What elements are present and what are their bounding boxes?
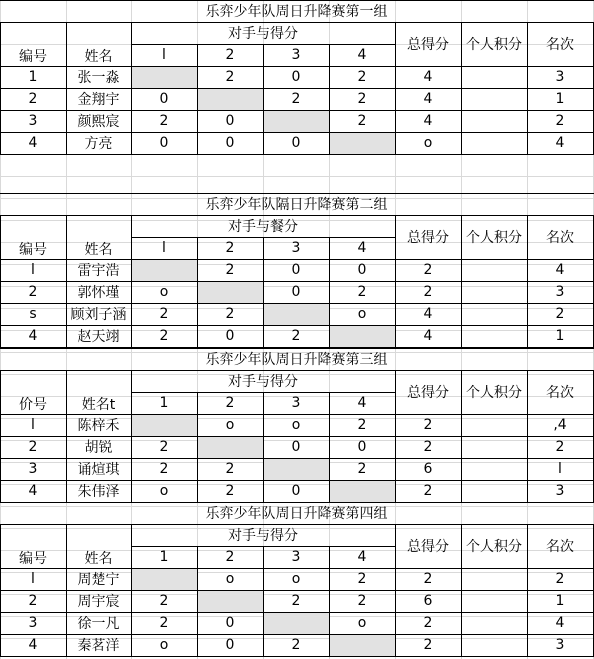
- rank: 1: [555, 91, 565, 107]
- score-cell: 2: [291, 91, 301, 107]
- score-cell: 2: [225, 461, 235, 477]
- player-name: 方亮: [84, 136, 113, 152]
- opponent-number: 4: [357, 47, 367, 63]
- player-name: 郭怀瑾: [77, 285, 120, 301]
- personal-points: [461, 414, 527, 436]
- rank: 4: [555, 262, 565, 278]
- personal-points: [461, 458, 527, 480]
- personal-points: [461, 88, 527, 110]
- player-id: 4: [28, 328, 38, 344]
- player-name: 雷宇浩: [77, 263, 120, 279]
- total-score: 4: [423, 113, 433, 129]
- personal-points: [461, 303, 527, 325]
- self-match-cell: [131, 414, 197, 436]
- col-total-header: 总得分: [407, 385, 449, 401]
- self-match-cell: [263, 303, 329, 325]
- rank: 2: [555, 571, 565, 587]
- player-name: 赵天翊: [77, 329, 120, 345]
- rank: 2: [555, 439, 565, 455]
- self-match-cell: [197, 590, 263, 612]
- player-id: 4: [28, 135, 38, 151]
- total-score: 4: [423, 69, 433, 85]
- total-score: 6: [423, 461, 433, 477]
- col-id-header: 编号: [19, 49, 47, 65]
- col-rank-header: 名次: [546, 539, 574, 555]
- score-cell: o: [159, 637, 169, 653]
- score-cell: 2: [357, 593, 367, 609]
- personal-points: [461, 590, 527, 612]
- player-name: 周宇宸: [77, 594, 120, 610]
- score-cell: 2: [291, 593, 301, 609]
- player-name: 诵煊琪: [77, 462, 120, 478]
- col-id-header: 编号: [19, 551, 47, 567]
- score-cell: 2: [225, 306, 235, 322]
- total-score: 6: [423, 593, 433, 609]
- total-score: o: [423, 135, 433, 151]
- score-cell: 0: [291, 483, 301, 499]
- self-match-cell: [329, 132, 395, 154]
- player-name: 颜熙宸: [77, 114, 120, 130]
- total-score: 4: [423, 328, 433, 344]
- col-id-header: 编号: [19, 242, 47, 258]
- player-name: 张一淼: [77, 70, 120, 86]
- rank: 3: [555, 637, 565, 653]
- player-id: 2: [28, 439, 38, 455]
- col-opponents-header: 对手与得分: [228, 528, 298, 544]
- total-score: 2: [423, 439, 433, 455]
- player-id: 4: [28, 637, 38, 653]
- self-match-cell: [197, 281, 263, 303]
- col-name-header: 姓名: [84, 242, 113, 258]
- player-name: 秦茗洋: [77, 638, 120, 654]
- rank: 4: [555, 135, 565, 151]
- player-id: l: [31, 417, 35, 433]
- score-cell: o: [159, 284, 169, 300]
- score-cell: o: [357, 615, 367, 631]
- col-personal-header: 个人积分: [466, 230, 522, 246]
- score-cell: 2: [225, 262, 235, 278]
- personal-points: [461, 436, 527, 458]
- col-rank-header: 名次: [546, 385, 574, 401]
- self-match-cell: [263, 110, 329, 132]
- col-personal-header: 个人积分: [466, 539, 522, 555]
- self-match-cell: [329, 634, 395, 656]
- player-name: 徐一凡: [77, 616, 120, 632]
- rank: 4: [555, 615, 565, 631]
- rank: l: [558, 461, 562, 477]
- col-name-header: 姓名t: [81, 397, 116, 413]
- score-cell: o: [225, 571, 235, 587]
- col-opponents-header: 对手与餐分: [228, 219, 298, 235]
- opponent-number: l: [162, 240, 166, 256]
- player-id: 3: [28, 113, 38, 129]
- player-id: l: [31, 262, 35, 278]
- player-id: 4: [28, 483, 38, 499]
- self-match-cell: [263, 458, 329, 480]
- score-cell: 0: [159, 91, 169, 107]
- rank: ,4: [553, 417, 567, 433]
- col-rank-header: 名次: [546, 230, 574, 246]
- score-cell: 0: [291, 135, 301, 151]
- personal-points: [461, 259, 527, 281]
- opponent-number: 3: [291, 549, 301, 565]
- player-id: s: [29, 306, 37, 322]
- group-title: 乐弈少年队周日升降赛第三组: [205, 352, 388, 368]
- personal-points: [461, 132, 527, 154]
- score-cell: 0: [225, 615, 235, 631]
- col-opponents-header: 对手与得分: [228, 374, 298, 390]
- score-cell: 0: [357, 439, 367, 455]
- personal-points: [461, 480, 527, 502]
- score-cell: o: [291, 417, 301, 433]
- self-match-cell: [197, 436, 263, 458]
- score-cell: o: [225, 417, 235, 433]
- self-match-cell: [131, 259, 197, 281]
- score-cell: 0: [291, 439, 301, 455]
- total-score: 2: [423, 262, 433, 278]
- score-cell: 2: [159, 439, 169, 455]
- col-rank-header: 名次: [546, 37, 574, 53]
- group-title: 乐弈少年队周日升降赛第一组: [205, 4, 388, 20]
- score-cell: 2: [159, 113, 169, 129]
- player-id: 2: [28, 593, 38, 609]
- player-id: 3: [28, 461, 38, 477]
- rank: 1: [555, 593, 565, 609]
- self-match-cell: [263, 612, 329, 634]
- col-id-header: 价号: [19, 397, 47, 413]
- score-cell: 2: [357, 113, 367, 129]
- score-cell: 2: [291, 328, 301, 344]
- score-cell: 2: [357, 571, 367, 587]
- personal-points: [461, 66, 527, 88]
- score-cell: 0: [291, 69, 301, 85]
- opponent-number: 3: [291, 395, 301, 411]
- rank: 1: [555, 328, 565, 344]
- col-total-header: 总得分: [407, 230, 449, 246]
- rank: 3: [555, 69, 565, 85]
- col-opponents-header: 对手与得分: [228, 26, 298, 42]
- score-cell: 0: [225, 113, 235, 129]
- score-cell: 2: [357, 461, 367, 477]
- player-name: 朱伟泽: [77, 484, 120, 500]
- player-id: l: [31, 571, 35, 587]
- personal-points: [461, 612, 527, 634]
- personal-points: [461, 110, 527, 132]
- self-match-cell: [197, 88, 263, 110]
- total-score: 2: [423, 284, 433, 300]
- total-score: 2: [423, 417, 433, 433]
- self-match-cell: [131, 66, 197, 88]
- player-name: 周楚宁: [77, 572, 120, 588]
- group-title: 乐弈少年队周日升降赛第四组: [205, 506, 388, 522]
- score-cell: o: [159, 483, 169, 499]
- score-cell: 0: [225, 637, 235, 653]
- player-id: 2: [28, 284, 38, 300]
- score-cell: 2: [225, 483, 235, 499]
- score-cell: 0: [159, 135, 169, 151]
- opponent-number: 4: [357, 395, 367, 411]
- score-cell: 2: [159, 306, 169, 322]
- player-id: 2: [28, 91, 38, 107]
- score-cell: 0: [357, 262, 367, 278]
- total-score: 2: [423, 615, 433, 631]
- score-cell: 0: [225, 135, 235, 151]
- rank: 3: [555, 284, 565, 300]
- player-id: 1: [28, 69, 38, 85]
- rank: 3: [555, 483, 565, 499]
- personal-points: [461, 634, 527, 656]
- player-id: 3: [28, 615, 38, 631]
- score-cell: 2: [357, 284, 367, 300]
- score-cell: 2: [291, 637, 301, 653]
- score-cell: o: [357, 306, 367, 322]
- opponent-number: 2: [225, 549, 235, 565]
- total-score: 2: [423, 571, 433, 587]
- opponent-number: 1: [159, 549, 169, 565]
- opponent-number: 2: [225, 395, 235, 411]
- opponent-number: 3: [291, 47, 301, 63]
- player-name: 金翔宇: [77, 92, 120, 108]
- score-cell: 2: [159, 461, 169, 477]
- total-score: 4: [423, 91, 433, 107]
- score-cell: 0: [291, 284, 301, 300]
- score-cell: 2: [357, 91, 367, 107]
- total-score: 2: [423, 483, 433, 499]
- self-match-cell: [329, 480, 395, 502]
- group-title: 乐弈少年队隔日升降赛第二组: [205, 197, 388, 213]
- score-cell: 0: [225, 328, 235, 344]
- col-name-header: 姓名: [84, 49, 113, 65]
- opponent-number: 2: [225, 240, 235, 256]
- personal-points: [461, 568, 527, 590]
- personal-points: [461, 281, 527, 303]
- self-match-cell: [131, 568, 197, 590]
- personal-points: [461, 325, 527, 347]
- rank: 2: [555, 113, 565, 129]
- score-cell: 0: [291, 262, 301, 278]
- player-name: 胡锐: [84, 440, 113, 456]
- score-cell: 2: [357, 69, 367, 85]
- col-total-header: 总得分: [407, 539, 449, 555]
- opponent-number: 3: [291, 240, 301, 256]
- col-name-header: 姓名: [84, 551, 113, 567]
- score-cell: 2: [225, 69, 235, 85]
- total-score: 2: [423, 637, 433, 653]
- opponent-number: 4: [357, 549, 367, 565]
- opponent-number: 4: [357, 240, 367, 256]
- col-personal-header: 个人积分: [466, 385, 522, 401]
- total-score: 4: [423, 306, 433, 322]
- score-cell: 2: [357, 417, 367, 433]
- rank: 2: [555, 306, 565, 322]
- player-name: 顾刘子涵: [70, 307, 127, 323]
- opponent-number: 1: [159, 395, 169, 411]
- opponent-number: l: [162, 47, 166, 63]
- col-personal-header: 个人积分: [466, 37, 522, 53]
- col-total-header: 总得分: [407, 37, 449, 53]
- player-name: 陈梓禾: [77, 418, 120, 434]
- score-cell: 2: [159, 593, 169, 609]
- score-cell: 2: [159, 328, 169, 344]
- score-cell: 2: [159, 615, 169, 631]
- self-match-cell: [329, 325, 395, 347]
- score-cell: o: [291, 571, 301, 587]
- opponent-number: 2: [225, 47, 235, 63]
